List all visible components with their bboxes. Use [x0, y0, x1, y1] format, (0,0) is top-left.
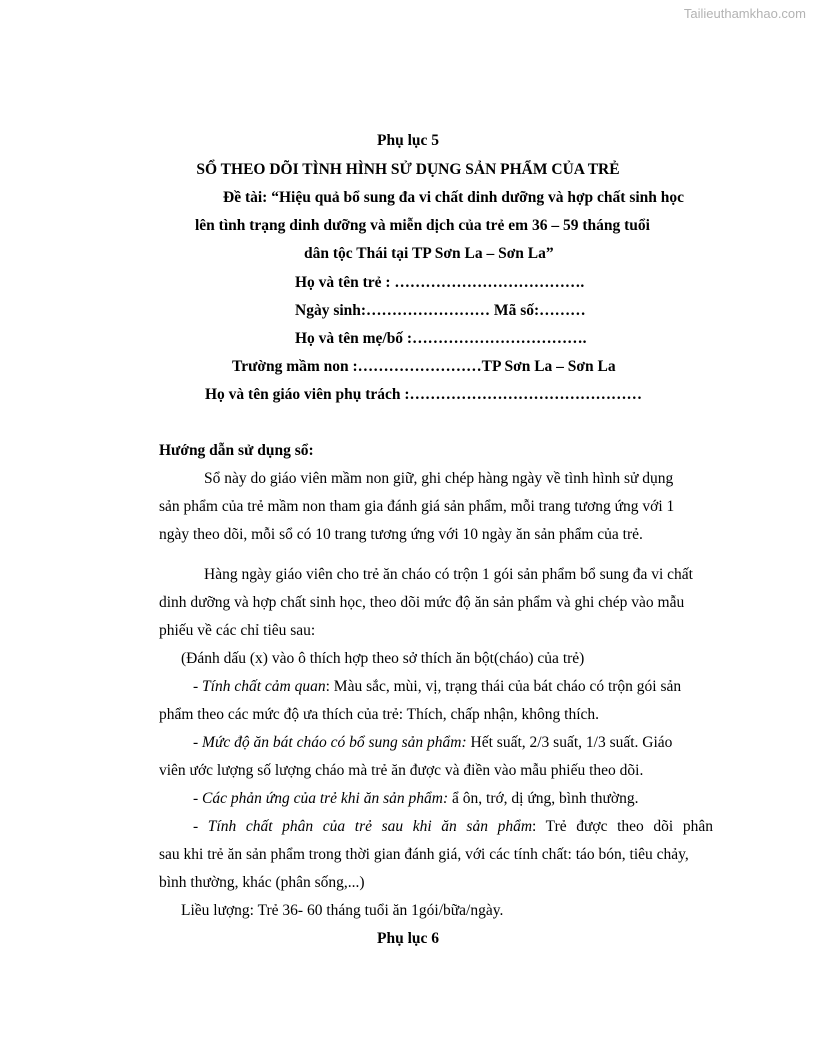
item-4-line-1 [193, 818, 713, 836]
parent-name-field: Họ và tên mẹ/bố :……………………………. [295, 330, 587, 347]
school-field: Trường mầm non :……………………TP Sơn La – Sơn La [232, 358, 616, 375]
item-4-sep: : [532, 818, 537, 835]
p1-line-3: ngày theo dõi, mỗi sổ có 10 trang tương ứng với 10 ngày ăn sản phẩm của trẻ. [159, 526, 643, 543]
p2-line-1: Hàng ngày giáo viên cho trẻ ăn cháo có trộn 1 gói sản phẩm bổ sung đa vi chất [204, 566, 693, 583]
item-1-line-2: phẩm theo các mức độ ưa thích của trẻ: Thích, chấp nhận, không thích. [159, 706, 600, 723]
topic-line-1: Đề tài: “Hiệu quả bổ sung đa vi chất dinh dưỡng và hợp chất sinh học [223, 189, 685, 206]
item-3-label: - Các phản ứng của trẻ khi ăn sản phẩm: [193, 790, 449, 807]
topic-line-2: lên tình trạng dinh dưỡng và miễn dịch của trẻ em 36 – 59 tháng tuổi [195, 217, 650, 234]
item-1-line-1 [193, 678, 681, 696]
item-3-text: ẩ ôn, trớ, dị ứng, bình thường. [448, 790, 639, 807]
dob-code-field: Ngày sinh:…………………… Mã số:……… [295, 302, 586, 319]
watermark: Tailieuthamkhao.com [683, 6, 806, 21]
item-3-line-1 [193, 790, 638, 808]
main-title: SỔ THEO DÕI TÌNH HÌNH SỬ DỤNG SẢN PHẨM CỦA TRẺ [196, 161, 620, 178]
teacher-field: Họ và tên giáo viên phụ trách :……………………………………… [205, 386, 643, 403]
next-appendix-title: Phụ lục 6 [376, 930, 439, 947]
p1-line-1: Sổ này do giáo viên mầm non giữ, ghi chép hàng ngày về tình hình sử dụng [204, 470, 674, 487]
mark-note: (Đánh dấu (x) vào ô thích hợp theo sở thích ăn bột(cháo) của trẻ) [181, 650, 585, 667]
item-2-line-2: viên ước lượng số lượng cháo mà trẻ ăn được và điền vào mẫu phiếu theo dõi. [159, 762, 644, 779]
p2-line-3: phiếu về các chỉ tiêu sau: [159, 622, 316, 639]
item-4-label: - Tính chất phân của trẻ sau khi ăn sản phẩm [193, 818, 533, 835]
item-2-label: - Mức độ ăn bát cháo có bổ sung sản phẩm: [193, 734, 467, 751]
item-2-text: Hết suất, 2/3 suất, 1/3 suất. Giáo [466, 734, 673, 751]
dosage-line: Liều lượng: Trẻ 36- 60 tháng tuổi ăn 1gói/bữa/ngày. [181, 902, 504, 919]
item-4-line-3: bình thường, khác (phân sống,...) [159, 874, 365, 891]
p1-line-2: sản phẩm của trẻ mầm non tham gia đánh giá sản phẩm, mỗi trang tương ứng với 1 [159, 498, 675, 515]
item-1-text: Màu sắc, mùi, vị, trạng thái của bát cháo có trộn gói sản [329, 678, 682, 695]
topic-line-3: dân tộc Thái tại TP Sơn La – Sơn La” [304, 245, 554, 262]
guide-heading: Hướng dẫn sử dụng sổ: [159, 442, 314, 459]
p2-line-2: dinh dưỡng và hợp chất sinh học, theo dõi mức độ ăn sản phẩm và ghi chép vào mẫu [159, 594, 685, 611]
item-4-text: Trẻ được theo dõi phân [536, 818, 713, 835]
item-4-line-2: sau khi trẻ ăn sản phẩm trong thời gian đánh giá, với các tính chất: táo bón, tiêu chảy, [159, 846, 689, 863]
item-1-label: - Tính chất cảm quan [193, 678, 326, 695]
item-1-sep: : [325, 678, 330, 695]
child-name-field: Họ và tên trẻ : ………………………………. [295, 274, 585, 291]
item-2-line-1 [193, 734, 672, 752]
appendix-title: Phụ lục 5 [376, 132, 439, 149]
